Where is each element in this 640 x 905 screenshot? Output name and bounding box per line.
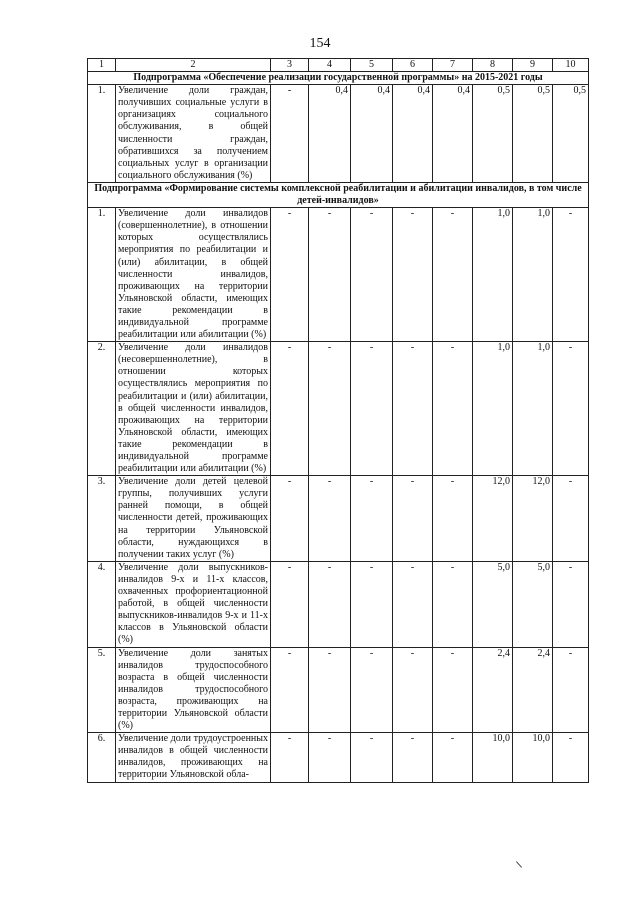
- value-cell: -: [271, 208, 309, 342]
- section-title: Подпрограмма «Обеспечение реализации государственной программы» на 2015-2021 годы: [88, 72, 589, 85]
- value-cell: -: [393, 733, 433, 782]
- indicator-description: Увеличение доли инвалидов (несовершеннолетние), в отношении которых осуществлялись мероприятия по реабилитации и (или) абилитации, в общей численности инвалидов, проживающих на территории Ульяновской области, имеющих такие рекомендации в индивидуальной программе реабилитации или абилитации (%): [116, 342, 271, 476]
- header-cell: 2: [116, 59, 271, 72]
- value-cell: 1,0: [473, 208, 513, 342]
- value-cell: 12,0: [473, 476, 513, 562]
- table-row: [88, 85, 589, 183]
- header-cell: 9: [513, 59, 553, 72]
- value-cell: -: [433, 647, 473, 733]
- page-number: 154: [309, 36, 331, 51]
- indicator-description: Увеличение доли трудоустроенных инвалидов в общей численности инвалидов, проживающих на территории Ульяновской обла-: [116, 733, 271, 782]
- table-row: [88, 733, 589, 782]
- header-row: [88, 59, 589, 72]
- header-cell: 5: [351, 59, 393, 72]
- value-cell: -: [271, 647, 309, 733]
- value-cell: -: [553, 733, 589, 782]
- header-cell: 3: [271, 59, 309, 72]
- value-cell: -: [393, 342, 433, 476]
- value-cell: 0,4: [393, 85, 433, 183]
- value-cell: -: [433, 208, 473, 342]
- row-number: 1.: [88, 85, 116, 183]
- value-cell: -: [309, 647, 351, 733]
- value-cell: 1,0: [473, 342, 513, 476]
- value-cell: -: [309, 733, 351, 782]
- value-cell: 1,0: [513, 208, 553, 342]
- table-row: [88, 208, 589, 342]
- value-cell: 10,0: [513, 733, 553, 782]
- value-cell: 5,0: [513, 561, 553, 647]
- row-number: 4.: [88, 561, 116, 647]
- header-cell: 7: [433, 59, 473, 72]
- section-row: [88, 182, 589, 207]
- value-cell: -: [271, 561, 309, 647]
- value-cell: -: [271, 342, 309, 476]
- indicators-table: [87, 58, 589, 783]
- header-cell: 4: [309, 59, 351, 72]
- value-cell: -: [309, 561, 351, 647]
- header-cell: 8: [473, 59, 513, 72]
- value-cell: -: [393, 561, 433, 647]
- value-cell: -: [309, 342, 351, 476]
- value-cell: -: [553, 561, 589, 647]
- header-cell: 1: [88, 59, 116, 72]
- indicator-description: Увеличение доли инвалидов (совершеннолетние), в отношении которых осуществлялись мероприятия по реабилитации и (или) абилитации, в общей численности инвалидов, проживающих на территории Ульяновской области, имеющих такие рекомендации в индивидуальной программе реабилитации или абилитации (%): [116, 208, 271, 342]
- value-cell: 0,4: [433, 85, 473, 183]
- value-cell: 5,0: [473, 561, 513, 647]
- value-cell: -: [393, 476, 433, 562]
- indicator-description: Увеличение доли детей целевой группы, получивших услуги ранней помощи, в общей численности детей, проживающих на территории Ульяновской области, нуждающихся в получении таких услуг (%): [116, 476, 271, 562]
- value-cell: 2,4: [513, 647, 553, 733]
- indicator-description: Увеличение доли занятых инвалидов трудоспособного возраста в общей численности инвалидов трудоспособного возраста, проживающих на территории Ульяновской области (%): [116, 647, 271, 733]
- value-cell: 2,4: [473, 647, 513, 733]
- scan-mark: [516, 861, 522, 868]
- value-cell: -: [553, 208, 589, 342]
- indicator-description: Увеличение доли выпускников-инвалидов 9-х и 11-х классов, охваченных профориентационной работой, в общей численности выпускников-инвалидов 9-х и 11-х классов в Ульяновской области (%): [116, 561, 271, 647]
- value-cell: -: [433, 561, 473, 647]
- value-cell: -: [351, 561, 393, 647]
- table-row: [88, 561, 589, 647]
- value-cell: 0,5: [513, 85, 553, 183]
- value-cell: 10,0: [473, 733, 513, 782]
- indicator-description: Увеличение доли граждан, получивших социальные услуги в организациях социального обслуживания, в общей численности граждан, обратившихся за получением социальных услуг в организации социального обслуживания (%): [116, 85, 271, 183]
- row-number: 2.: [88, 342, 116, 476]
- section-row: [88, 72, 589, 85]
- value-cell: 1,0: [513, 342, 553, 476]
- value-cell: -: [553, 476, 589, 562]
- value-cell: 0,5: [473, 85, 513, 183]
- table-row: [88, 647, 589, 733]
- value-cell: -: [351, 733, 393, 782]
- value-cell: -: [433, 342, 473, 476]
- value-cell: -: [271, 733, 309, 782]
- value-cell: -: [351, 342, 393, 476]
- value-cell: -: [351, 647, 393, 733]
- value-cell: -: [393, 208, 433, 342]
- value-cell: -: [271, 85, 309, 183]
- value-cell: 0,5: [553, 85, 589, 183]
- header-cell: 10: [553, 59, 589, 72]
- header-cell: 6: [393, 59, 433, 72]
- value-cell: -: [433, 476, 473, 562]
- row-number: 5.: [88, 647, 116, 733]
- value-cell: -: [351, 208, 393, 342]
- value-cell: 0,4: [309, 85, 351, 183]
- row-number: 6.: [88, 733, 116, 782]
- value-cell: -: [309, 208, 351, 342]
- section-title: Подпрограмма «Формирование системы комплексной реабилитации и абилитации инвалидов, в том числе детей-инвалидов»: [88, 182, 589, 207]
- row-number: 3.: [88, 476, 116, 562]
- value-cell: -: [271, 476, 309, 562]
- row-number: 1.: [88, 208, 116, 342]
- table-row: [88, 342, 589, 476]
- value-cell: -: [351, 476, 393, 562]
- value-cell: 0,4: [351, 85, 393, 183]
- value-cell: -: [393, 647, 433, 733]
- value-cell: -: [553, 342, 589, 476]
- value-cell: 12,0: [513, 476, 553, 562]
- value-cell: -: [433, 733, 473, 782]
- value-cell: -: [309, 476, 351, 562]
- table-row: [88, 476, 589, 562]
- value-cell: -: [553, 647, 589, 733]
